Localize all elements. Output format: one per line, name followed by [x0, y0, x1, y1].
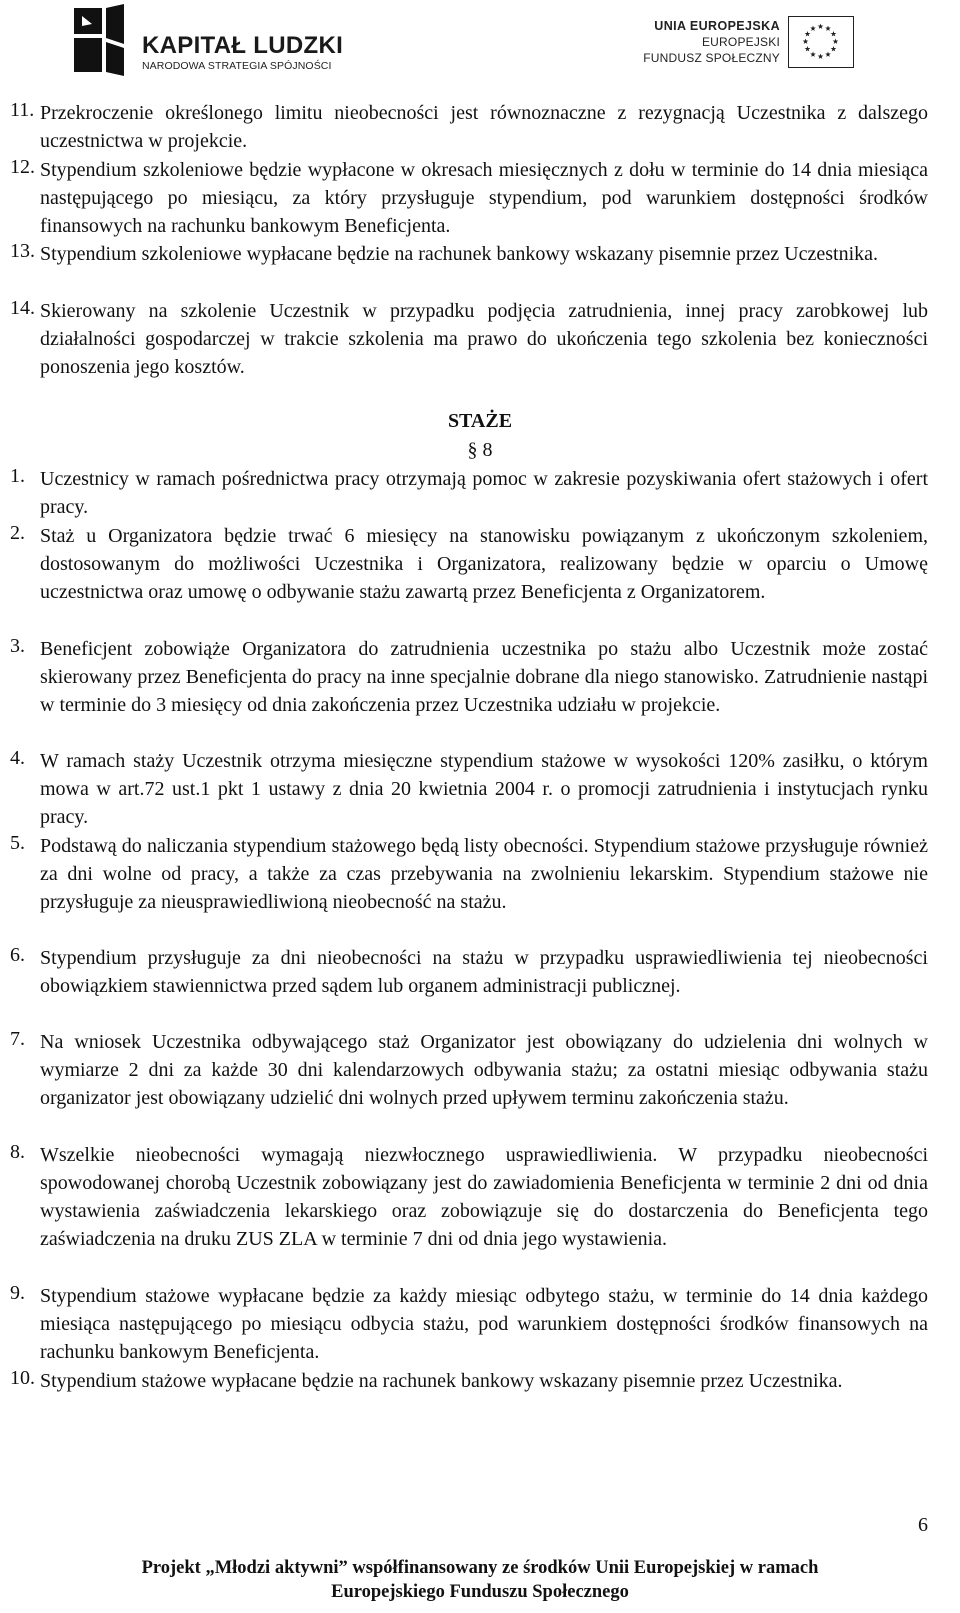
internship-item-text: Stypendium przysługuje za dni nieobecności na stażu w przypadku usprawiedliwienia tej nieobecności obowiązkiem stawiennictwa przed sądem lub organem administracji publicznej. — [40, 947, 928, 997]
eu-flag-icon — [788, 16, 854, 68]
internship-item-number: 8. — [10, 1141, 25, 1163]
eu-star-icon — [818, 54, 824, 59]
internship-item-number: 4. — [10, 747, 25, 769]
page-number: 6 — [918, 1514, 928, 1536]
eu-logo — [640, 16, 900, 74]
internship-item-number: 6. — [10, 944, 25, 966]
regulation-item-number: 12. — [10, 156, 35, 178]
internship-item-text: Na wniosek Uczestnika odbywającego staż Organizator jest obowiązany do udzielenia dni wolnych w wymiarze 2 dni za każde 30 dni kalendarzowych odbywania stażu; za ostatni miesiąc odbywania stażu organizator jest obowiązany udzielić dni wolnych przed upływem terminu zakończenia stażu. — [40, 1031, 928, 1109]
footer-line-1: Projekt „Młodzi aktywni” współfinansowany ze środków Unii Europejskiej w ramach — [141, 1558, 819, 1578]
section-heading: STAŻE — [447, 410, 513, 432]
eu-star-icon — [810, 26, 816, 31]
regulation-item-number: 13. — [10, 240, 35, 262]
kapital-ludzki-subtitle: NARODOWA STRATEGIA SPÓJNOŚCI — [142, 60, 332, 72]
eu-star-icon — [803, 39, 809, 44]
eu-star-icon — [825, 26, 831, 31]
regulation-item-text: Stypendium szkoleniowe wypłacane będzie na rachunek bankowy wskazany pisemnie przez Uczestnika. — [40, 243, 879, 265]
internship-item-number: 7. — [10, 1028, 25, 1050]
internship-item-number: 1. — [10, 465, 25, 487]
internship-item-number: 5. — [10, 832, 25, 854]
internship-item-number: 3. — [10, 635, 25, 657]
internship-item-number: 9. — [10, 1282, 25, 1304]
page-header — [0, 0, 960, 90]
internship-item-text: Beneficjent zobowiąże Organizatora do zatrudnienia uczestnika po stażu albo Uczestnik może zostać skierowany przez Beneficjenta do pracy na inne specjalnie dobrane dla niego stanowisko. Zatrudnienie nastąpi w terminie do 3 miesięcy od dnia zakończenia przez Uczestnika udziału w projekcie. — [40, 638, 928, 716]
internship-item-text: Wszelkie nieobecności wymagają niezwłocznego usprawiedliwienia. W przypadku nieobecności spowodowanej chorobą Uczestnik zobowiązany jest do zawiadomienia Beneficjenta w terminie 2 dni od dnia wystawienia zaświadczenia lekarskiego oraz zobowiązuje się do dostarczenia do Beneficjenta tego zaświadczenia na druku ZUS ZLA w terminie 7 dni od dnia jego wystawienia. — [40, 1144, 928, 1250]
page-footer — [0, 1556, 960, 1604]
eu-star-icon — [831, 46, 837, 51]
eu-star-icon — [831, 31, 837, 36]
regulation-item-text: Skierowany na szkolenie Uczestnik w przypadku podjęcia zatrudnienia, innej pracy zarobkowej lub działalności gospodarczej w trakcie szkolenia ma prawo do ukończenia tego szkolenia bez konieczności ponoszenia jego kosztów. — [40, 300, 928, 378]
internship-item-text: Uczestnicy w ramach pośrednictwa pracy otrzymają pomoc w zakresie pozyskiwania ofert stażowych i ofert pracy. — [40, 468, 928, 518]
eu-logo-line1: UNIA EUROPEJSKA — [654, 19, 780, 33]
internship-item-text: Stypendium stażowe wypłacane będzie na rachunek bankowy wskazany pisemnie przez Uczestnika. — [40, 1370, 843, 1392]
eu-star-icon — [805, 31, 811, 36]
kapital-ludzki-title: KAPITAŁ LUDZKI — [142, 32, 344, 59]
internship-item-number: 2. — [10, 522, 25, 544]
internship-item-number: 10. — [10, 1367, 35, 1389]
internship-item-text: W ramach staży Uczestnik otrzyma miesięczne stypendium stażowe w wysokości 120% zasiłku, o którym mowa w art.72 ust.1 pkt 1 ustawy z dnia 20 kwietnia 2004 r. o promocji zatrudnienia i instytucjach rynku pracy. — [40, 750, 928, 828]
eu-star-icon — [833, 39, 839, 44]
kapital-ludzki-emblem-icon — [68, 4, 124, 76]
eu-star-icon — [810, 51, 816, 56]
regulation-item-text: Przekroczenie określonego limitu nieobecności jest równoznaczne z rezygnacją Uczestnika z dalszego uczestnictwa w projekcie. — [40, 102, 928, 152]
internship-item-text: Podstawą do naliczania stypendium stażowego będą listy obecności. Stypendium stażowe przysługuje również za dni wolne od pracy, a także za czas przebywania na zwolnieniu lekarskim. Stypendium stażowe nie przysługuje za nieusprawiedliwioną nieobecność na stażu. — [40, 835, 928, 913]
eu-logo-text — [643, 18, 780, 66]
eu-star-icon — [805, 46, 811, 51]
eu-star-icon — [825, 51, 831, 56]
regulation-item-number: 14. — [10, 297, 35, 319]
internship-item-text: Staż u Organizatora będzie trwać 6 miesięcy na stanowisku powiązanym z ukończonym szkoleniem, dostosowanym do możliwości Uczestnika i Organizatora, realizowany będzie w oparciu o Umowę uczestnictwa oraz umowę o odbywanie stażu zawartą przez Beneficjenta z Organizatorem. — [40, 525, 928, 603]
eu-logo-line3: FUNDUSZ SPOŁECZNY — [643, 51, 780, 65]
section-paragraph-number: § 8 — [467, 439, 493, 461]
kapital-ludzki-logo — [64, 4, 364, 76]
regulation-item-number: 11. — [10, 99, 35, 121]
eu-star-icon — [818, 24, 824, 29]
eu-logo-line2: EUROPEJSKI — [701, 35, 780, 49]
internship-item-text: Stypendium stażowe wypłacane będzie za każdy miesiąc odbytego stażu, w terminie do 14 dnia każdego miesiąca następującego po miesiącu odbycia stażu, pod warunkiem dostępności środków finansowych na rachunku bankowym Beneficjenta. — [40, 1285, 928, 1363]
regulation-item-text: Stypendium szkoleniowe będzie wypłacone w okresach miesięcznych z dołu w terminie do 14 dnia miesiąca następującego po miesiącu, za który przysługuje stypendium, pod warunkiem dostępności środków finansowych na rachunku bankowym Beneficjenta. — [40, 159, 928, 237]
footer-line-2: Europejskiego Funduszu Społecznego — [331, 1582, 629, 1602]
